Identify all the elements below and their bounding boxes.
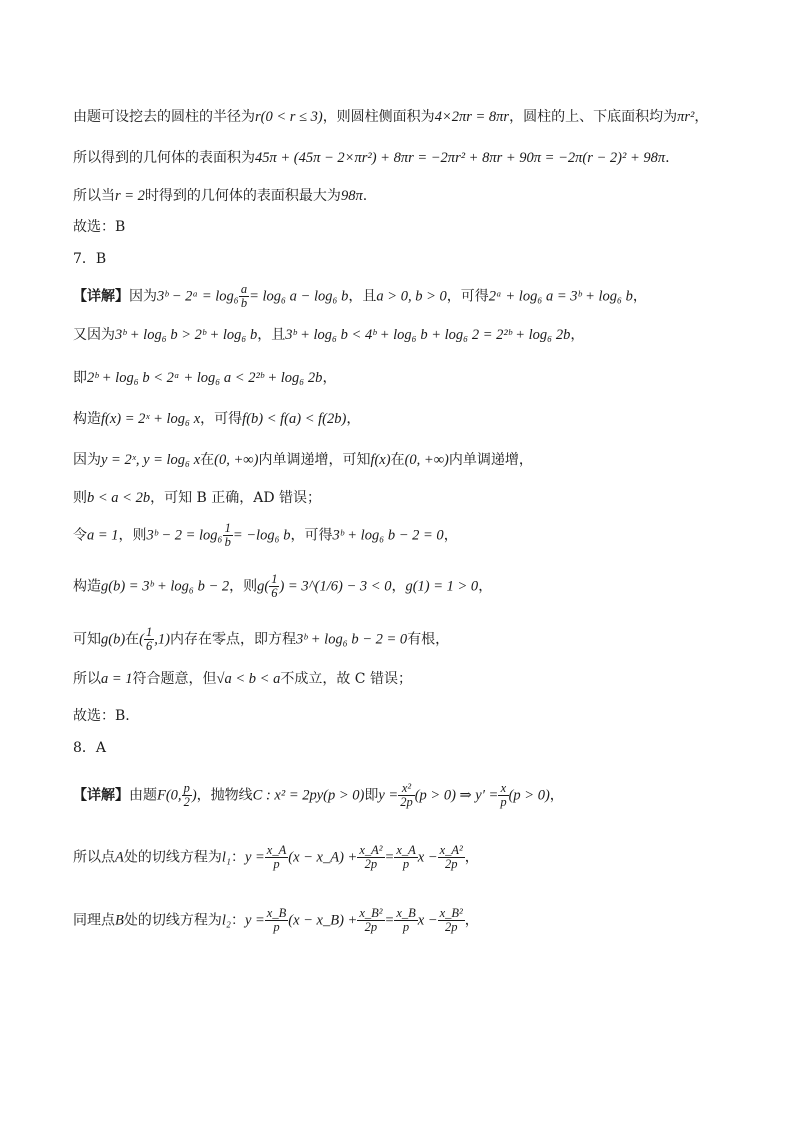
math-expression: 2ᵇ + log₆ b < 2ᵃ + log₆ a < 2²ᵇ + log₆ 2b (87, 370, 323, 386)
text-run: . (665, 150, 670, 166)
text-run: 7．B (73, 251, 107, 267)
fraction-numerator: x_A (396, 843, 416, 857)
text-line (73, 907, 479, 934)
math-expression: 3ᵇ + log₆ b > 2ᵇ + log₆ b (115, 327, 258, 343)
math-expression: (x − x_B) + (288, 912, 358, 929)
math-expression: 3ᵇ − 2 = log₆ (146, 527, 223, 544)
fraction-denominator: 6 (271, 586, 278, 600)
text-run: 在 (200, 452, 215, 468)
math-expression: (0, +∞) (214, 452, 259, 468)
text-line (73, 522, 458, 549)
text-run: ： (230, 849, 245, 866)
fraction (438, 907, 465, 934)
fraction-numerator: x (500, 781, 507, 795)
math-expression: √a < b < a (216, 671, 281, 687)
fraction-numerator: x² (401, 781, 412, 795)
math-expression: a = 1 (87, 527, 119, 544)
fraction-numerator: x_A² (439, 843, 463, 857)
fraction-denominator: p (265, 857, 288, 871)
text-run: 在 (390, 452, 405, 468)
fraction-numerator: 1 (224, 521, 231, 535)
text-line (73, 107, 708, 127)
text-run: 所以当 (73, 188, 115, 204)
text-run: 构造 (73, 578, 101, 595)
math-expression: g(b) = 3ᵇ + log₆ b − 2 (101, 578, 230, 595)
fraction-numerator: x_B (266, 906, 287, 920)
text-run: 8．A (73, 740, 107, 756)
question-answer-7 (73, 249, 106, 269)
text-run: ，可得 (290, 527, 333, 544)
math-expression: y = (244, 849, 265, 866)
text-run: ，且 (257, 327, 286, 343)
fraction-numerator: x_B² (359, 906, 383, 920)
text-line (73, 626, 449, 653)
math-expression: y = 2ˣ, y = log₆ x (101, 452, 201, 468)
fraction-denominator: p (500, 795, 507, 809)
text-line (73, 488, 321, 508)
math-expression: l₁ (221, 849, 231, 866)
fraction-denominator: 6 (146, 639, 153, 653)
fraction (394, 907, 417, 934)
text-line (73, 450, 533, 470)
math-expression: πr² (677, 109, 695, 125)
text-run: 有根， (407, 631, 450, 648)
math-expression: r(0 < r ≤ 3) (255, 109, 323, 125)
text-run: ，则圆柱侧面积为 (322, 109, 435, 125)
text-run: 由题可设挖去的圆柱的半径为 (73, 109, 255, 125)
text-line (73, 782, 564, 809)
math-expression: (p > 0) (508, 787, 550, 804)
math-expression: b < a < 2b (87, 490, 151, 506)
math-expression: (x − x_A) + (288, 849, 358, 866)
math-expression: 45π + (45π − 2×πr²) + 8πr = −2πr² + 8πr + 90π = −2π(r − 2)² + 98π (255, 150, 666, 166)
fraction-denominator: p (394, 857, 417, 871)
question-answer-8 (73, 738, 106, 758)
text-run: 符合题意，但 (132, 671, 217, 687)
fraction-denominator: 2 (183, 795, 190, 809)
text-run: ，圆柱的上、下底面积均为 (509, 109, 678, 125)
fraction (265, 907, 288, 934)
math-expression: 3ᵇ + log₆ b < 4ᵇ + log₆ b + log₆ 2 = 2²ᵇ + log₆ 2b (285, 327, 571, 343)
text-run: ， (391, 578, 406, 595)
text-line (73, 844, 479, 871)
text-run: 故选：B (73, 219, 126, 235)
text-line (73, 573, 492, 600)
text-run: ，抛物线 (196, 787, 253, 804)
fraction (394, 844, 417, 871)
fraction-numerator: x_B² (439, 906, 463, 920)
text-run: 因为 (129, 288, 157, 305)
fraction-denominator: 2p (400, 795, 413, 809)
text-run: ， (346, 411, 361, 427)
fraction-denominator: p (394, 920, 417, 934)
fraction (269, 573, 279, 600)
fraction-denominator: 2p (438, 857, 465, 871)
math-expression: = −log₆ b (232, 527, 291, 544)
math-expression: F(0, (157, 787, 182, 804)
text-line (73, 148, 670, 168)
math-expression: g( (257, 578, 270, 595)
text-run: 所以得到的几何体的表面积为 (73, 150, 255, 166)
fraction (498, 782, 508, 809)
text-run: ， (464, 849, 479, 866)
math-expression: l₂ (221, 912, 231, 929)
math-expression: 2ᵃ + log₆ a = 3ᵇ + log₆ b (488, 288, 633, 305)
math-expression: 3ᵇ − 2ᵃ = log₆ (157, 288, 239, 305)
text-run: 所以 (73, 671, 101, 687)
fraction-denominator: 2p (357, 857, 384, 871)
math-expression: g(b) (101, 631, 126, 648)
text-run: 内存在零点，即方程 (169, 631, 296, 648)
fraction (357, 907, 384, 934)
math-expression: f(x) (370, 452, 391, 468)
text-run: 故选：B. (73, 708, 130, 724)
fraction-numerator: p (183, 781, 190, 795)
text-run: ， (464, 912, 479, 929)
math-expression: a > 0, b > 0 (376, 288, 447, 305)
text-line (73, 368, 336, 388)
fraction (223, 522, 233, 549)
math-expression: y = (378, 787, 399, 804)
text-run: ： (230, 912, 245, 929)
text-run: ，则 (118, 527, 147, 544)
math-expression: 3ᵇ + log₆ b − 2 = 0 (295, 631, 408, 648)
text-run: 时得到的几何体的表面积最大为 (144, 188, 341, 204)
text-run: 处的切线方程为 (123, 849, 222, 866)
fraction-numerator: 1 (146, 625, 153, 639)
text-run: 可知 (73, 631, 101, 648)
text-run: ， (632, 288, 647, 305)
math-expression: C : x² = 2py(p > 0) (252, 787, 365, 804)
fraction (265, 844, 288, 871)
text-run: ，可得 (200, 411, 243, 427)
fraction-denominator: 2p (357, 920, 384, 934)
text-run: ，且 (348, 288, 377, 305)
fraction (144, 626, 154, 653)
text-run: ， (443, 527, 458, 544)
math-expression: 98π (340, 188, 363, 204)
math-expression: a = 1 (101, 671, 133, 687)
math-expression: ( (139, 631, 145, 648)
text-run: ，则 (229, 578, 258, 595)
fraction (182, 782, 192, 809)
text-run: . (362, 188, 368, 204)
text-run: 令 (73, 527, 87, 544)
text-line (73, 186, 367, 206)
text-run: ， (694, 109, 709, 125)
text-run: 内单调递增，可知 (258, 452, 371, 468)
fraction-denominator: b (224, 535, 231, 549)
fraction-numerator: x_A² (359, 843, 383, 857)
fraction-numerator: a (240, 282, 248, 296)
text-run: 在 (125, 631, 140, 648)
fraction-numerator: 1 (271, 572, 278, 586)
math-expression: f(x) = 2ˣ + log₆ x (101, 411, 201, 427)
fraction (438, 844, 465, 871)
math-expression: r = 2 (115, 188, 145, 204)
math-expression: ,1) (154, 631, 170, 648)
text-run: 即 (73, 370, 87, 386)
math-expression: f(b) < f(a) < f(2b) (242, 411, 347, 427)
text-run: 则 (73, 490, 87, 506)
fraction (239, 283, 249, 310)
text-line (73, 669, 412, 689)
text-line (73, 217, 125, 237)
math-expression: (p > 0) ⇒ y′ = (414, 787, 499, 804)
math-expression: 4×2πr = 8πr (434, 109, 510, 125)
text-run: ， (549, 787, 564, 804)
text-run: 内单调递增， (448, 452, 533, 468)
text-run: 同理点 (73, 912, 115, 929)
math-expression: g(1) = 1 > 0 (405, 578, 479, 595)
math-expression: y = (244, 912, 265, 929)
text-run: 由题 (129, 787, 157, 804)
text-run: 因为 (73, 452, 101, 468)
text-run: ，可得 (446, 288, 489, 305)
text-run: ， (478, 578, 493, 595)
math-expression: ) (191, 787, 197, 804)
text-line (73, 706, 130, 726)
text-run: 构造 (73, 411, 101, 427)
math-expression: A (115, 849, 124, 866)
text-line (73, 409, 360, 429)
text-run: 不成立，故 C 错误； (280, 671, 412, 687)
math-expression: x − (417, 912, 438, 929)
text-run: 即 (364, 787, 379, 804)
math-expression: = (384, 912, 395, 929)
text-run: 处的切线方程为 (123, 912, 222, 929)
text-run: 所以点 (73, 849, 115, 866)
math-expression: B (115, 912, 124, 929)
text-line (73, 283, 647, 310)
text-run: ， (570, 327, 585, 343)
math-expression: 3ᵇ + log₆ b − 2 = 0 (332, 527, 444, 544)
math-expression: = (384, 849, 395, 866)
math-expression: = log₆ a − log₆ b (249, 288, 349, 305)
fraction-numerator: x_A (266, 843, 287, 857)
fraction-numerator: x_B (396, 906, 416, 920)
text-run: 又因为 (73, 327, 115, 343)
fraction-denominator: b (240, 296, 248, 310)
math-expression: ) = 3^(1/6) − 3 < 0 (279, 578, 392, 595)
math-expression: (0, +∞) (404, 452, 449, 468)
section-heading: 【详解】 (73, 787, 129, 804)
math-expression: x − (417, 849, 438, 866)
fraction-denominator: p (265, 920, 288, 934)
fraction (357, 844, 384, 871)
fraction-denominator: 2p (438, 920, 465, 934)
section-heading: 【详解】 (73, 288, 129, 305)
text-run: ， (322, 370, 337, 386)
fraction (398, 782, 415, 809)
text-line (73, 325, 584, 345)
text-run: ，可知 B 正确，AD 错误； (150, 490, 322, 506)
